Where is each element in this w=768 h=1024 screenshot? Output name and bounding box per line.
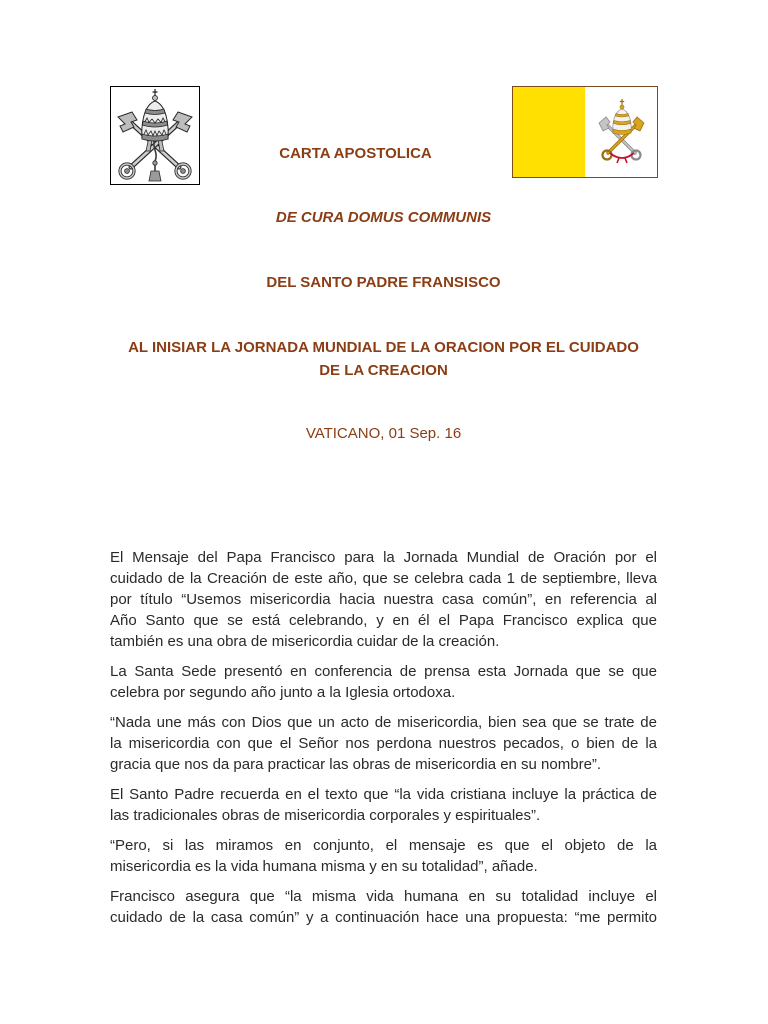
- paragraph-line: “Nada une más con Dios que un acto de misericordia, bien sea que se trate de: [110, 714, 657, 731]
- paragraph-line: “Pero, si las miramos en conjunto, el mensaje es que el objeto de la: [110, 837, 657, 854]
- document-author: DEL SANTO PADRE FRANSISCO: [266, 274, 501, 291]
- paragraph-line: El Mensaje del Papa Francisco para la Jornada Mundial de Oración por el: [110, 549, 657, 566]
- paragraph: [110, 712, 657, 775]
- dateline: VATICANO, 01 Sep. 16: [305, 425, 462, 442]
- occasion-line: DE LA CREACION: [319, 362, 448, 379]
- paragraph-line: celebra por segundo año junto a la Iglesia ortodoxa.: [110, 684, 456, 701]
- paragraph: [110, 661, 657, 703]
- paragraph-line: las tradicionales obras de misericordia corporales y espirituales”.: [110, 807, 541, 824]
- paragraph: [110, 886, 657, 928]
- paragraph-line: El Santo Padre recuerda en el texto que “la vida cristiana incluye la práctica de: [110, 786, 657, 803]
- paragraph-line: Año Santo que se está celebrando, y en él el Papa Francisco explica que: [110, 612, 657, 629]
- document-body: [110, 547, 657, 937]
- paragraph-line: cuidado de la casa común” y a continuación hace una propuesta: “me permito: [110, 909, 657, 926]
- paragraph-line: por título “Usemos misericordia hacia nuestra casa común”, en referencia al: [110, 591, 657, 608]
- document-title: CARTA APOSTOLICA: [279, 145, 432, 162]
- paragraph: [110, 547, 657, 652]
- vatican-flag-icon: [512, 86, 658, 178]
- paragraph: [110, 784, 657, 826]
- document-subtitle: DE CURA DOMUS COMMUNIS: [275, 209, 492, 226]
- flag-drawing: [513, 87, 657, 177]
- paragraph-line: también es una obra de misericordia cuidar de la creación.: [110, 633, 500, 650]
- coat-of-arms-drawing: [111, 87, 199, 184]
- paragraph-line: Francisco asegura que “la misma vida humana en su totalidad incluye el: [110, 888, 657, 905]
- paragraph-line: gracia que nos da para practicar las obras de misericordia en su nombre”.: [110, 756, 602, 773]
- paragraph-line: La Santa Sede presentó en conferencia de prensa esta Jornada que se que: [110, 663, 657, 680]
- document-occasion: [110, 336, 657, 382]
- paragraph-line: cuidado de la Creación de este año, que se celebra cada 1 de septiembre, lleva: [110, 570, 657, 587]
- flag-yellow-field: [513, 87, 585, 177]
- papal-coat-of-arms-icon: [110, 86, 200, 185]
- paragraph: [110, 835, 657, 877]
- paragraph-line: misericordia es la vida humana misma y en su totalidad”, añade.: [110, 858, 538, 875]
- occasion-line: AL INISIAR LA JORNADA MUNDIAL DE LA ORACION POR EL CUIDADO: [128, 339, 639, 356]
- paragraph-line: la misericordia con que el Señor nos perdona nuestros pecados, o bien de la: [110, 735, 657, 752]
